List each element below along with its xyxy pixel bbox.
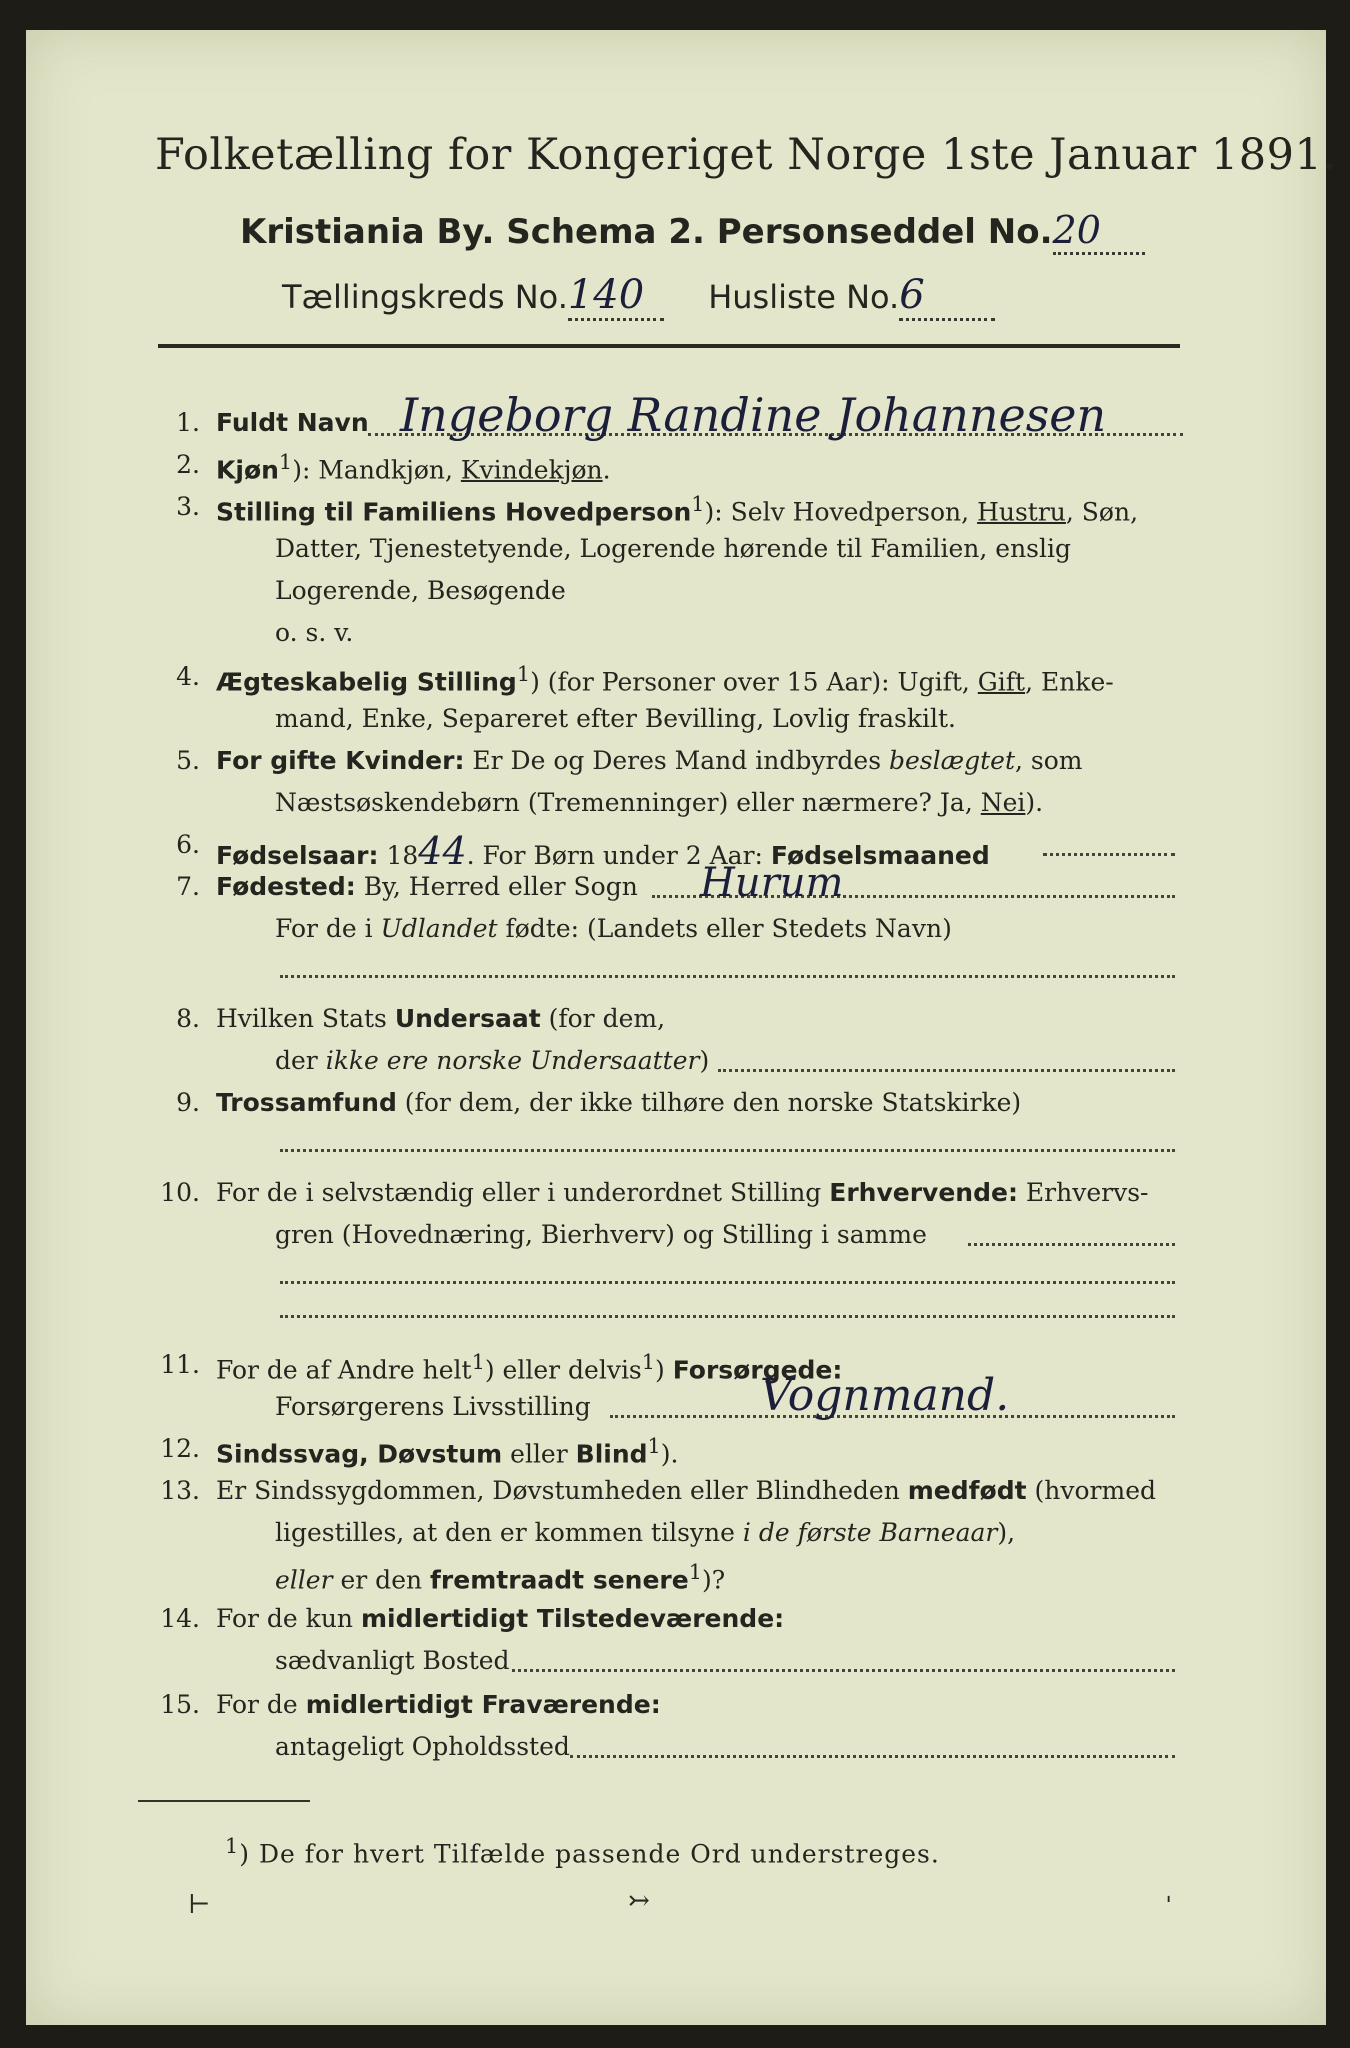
footnote-ref: 1 [688,1560,702,1584]
header-rule [158,344,1180,348]
item-15-line2: antageligt Opholdssted [275,1732,570,1761]
footnote-rule [138,1800,310,1802]
occupation-fill-line [968,1243,1175,1246]
footnote-mark: 1 [225,1834,240,1858]
pencil-mark: ↣ [628,1886,650,1916]
item-number: 3. [176,492,200,521]
item-text: (for dem, der ikke tilhøre den norske Statskirke) [396,1088,1022,1117]
item-text: (for dem, [540,1004,666,1033]
item-number: 6. [176,830,200,859]
item-label: Fødselsmaaned [770,841,990,870]
item-text: For de i selvstændig eller i underordnet Stilling [216,1178,830,1207]
item-label: For gifte Kvinder: [216,746,465,775]
item-number: 9. [176,1088,200,1117]
husliste-label: Husliste No. [708,278,900,316]
item-label: Kjøn [216,455,279,485]
full-name-answer: Ingeborg Randine Johannesen [400,388,1107,442]
footnote [225,1834,940,1868]
provider-occupation-answer: Vognmand. [760,1370,1010,1421]
kreds-line [282,272,995,321]
item-number: 10. [160,1178,200,1207]
item-number: 7. [176,872,200,901]
item-text: By, Herred eller Sogn [355,872,638,901]
item-text: ligestilles, at den er kommen tilsyne [275,1518,743,1547]
item-text: eller [502,1439,576,1469]
footnote-ref: 1 [691,492,705,516]
item-text: For de [216,1690,306,1719]
item-3-line2: Datter, Tjenestetyende, Logerende hørende til Familien, enslig [275,534,1072,563]
item-3-line4: o. s. v. [275,618,354,647]
kreds-label: Tællingskreds No. [282,278,568,316]
item-label: Undersaat [394,1004,541,1033]
item-number: 14. [160,1604,200,1633]
item-label: Fødselsaar: [216,841,379,870]
item-text: ), [997,1518,1016,1547]
item-label: Trossamfund [216,1088,397,1117]
item-text: ) (for Personer over 15 Aar): Ugift, [530,667,978,697]
item-label: midlertidigt Tilstedeværende: [360,1604,785,1633]
residence-fill-line [512,1669,1175,1672]
item-7-line2 [275,916,952,941]
item-text: i de første Barneaar [742,1518,998,1547]
item-text: ) [699,1046,710,1075]
religion-fill-line [280,1149,1175,1152]
item-text: Erhvervs- [1017,1178,1149,1207]
item-text: Hvilken Stats [216,1004,395,1033]
item-label: midlertidigt Fraværende: [305,1690,661,1719]
item-label: Fødested: [216,872,356,901]
item-label: fremtraadt senere [430,1565,689,1595]
item-text: , som [1015,746,1083,775]
selected-option: Nei [980,788,1026,817]
item-text: Udlandet [380,914,498,943]
item-text: Er Sindssygdommen, Døvstumheden eller Blindheden [216,1476,908,1505]
occupation-fill-line-3 [280,1315,1175,1318]
birth-year-answer: 44 [418,829,467,873]
item-text: For de i [275,914,381,943]
pencil-mark: ˌ [1165,1876,1173,1906]
kreds-number: 140 [568,272,664,321]
item-text: )? [701,1565,726,1595]
item-label: Fuldt Navn [216,408,369,437]
birthplace-answer: Hurum [700,860,844,906]
item-text: ). [660,1439,679,1469]
item-label: medfødt [907,1476,1027,1505]
item-number: 12. [160,1434,200,1463]
item-4-line2: mand, Enke, Separeret efter Bevilling, Lovlig fraskilt. [275,704,956,733]
item-number: 5. [176,746,200,775]
item-text: ) eller delvis [484,1355,642,1385]
item-text: 18 [378,841,419,870]
item-13-line2 [275,1520,1015,1545]
selected-option: Kvindekjøn [460,455,603,485]
item-text: beslægtet [889,746,1016,775]
item-10-line2: gren (Hovednæring, Bierhverv) og Stilling i samme [275,1220,927,1249]
footnote-text: ) De for hvert Tilfælde passende Ord understreges. [239,1839,940,1869]
item-number: 13. [160,1476,200,1505]
item-number: 15. [160,1690,200,1719]
item-label: Sindssvag, Døvstum [216,1439,503,1469]
item-label: Stilling til Familiens Hovedperson [216,497,692,527]
birth-month-fill-line [1043,853,1175,856]
item-13-line3 [275,1560,726,1595]
item-text: fødte: (Landets eller Stedets Navn) [497,914,952,943]
item-text: ): Selv Hovedperson, [704,497,978,527]
form-subtitle [240,208,1145,255]
item-number: 4. [176,662,200,691]
item-label: Blind [575,1439,648,1469]
pencil-mark: ⊢ [188,1890,211,1920]
selected-option: Hustru [977,497,1066,527]
item-text: ). [1025,788,1044,817]
item-number: 8. [176,1004,200,1033]
personseddel-number: 20 [1053,208,1145,255]
item-number: 11. [160,1350,200,1379]
item-8-line2 [275,1048,709,1073]
foreign-birthplace-fill-line [280,975,1175,978]
husliste-number: 6 [899,272,995,321]
item-number: 1. [176,408,200,437]
selected-option: Gift [977,667,1026,697]
item-text: (hvormed [1026,1476,1156,1505]
item-text: ikke ere norske Undersaatter [325,1046,700,1075]
footnote-ref: 1 [471,1350,485,1374]
item-text: . For Børn under 2 Aar: [466,841,771,870]
item-text: , Søn, [1065,497,1139,527]
footnote-ref: 1 [278,450,293,474]
item-text: ) [655,1355,673,1385]
item-3-line3: Logerende, Besøgende [275,576,566,605]
item-label: Ægteskabelig Stilling [216,667,517,697]
item-text: ): Mandkjøn, [292,455,461,485]
item-text: Er De og Deres Mand indbyrdes [464,746,889,775]
occupation-fill-line-2 [280,1281,1175,1284]
whereabouts-fill-line [570,1755,1175,1758]
footnote-ref: 1 [516,662,531,686]
item-text: . [602,455,611,485]
footnote-ref: 1 [647,1434,661,1458]
item-text: der [275,1046,326,1075]
item-label: Erhvervende: [829,1178,1018,1207]
item-text: , Enke- [1025,667,1114,697]
item-text: For de kun [216,1604,361,1633]
footnote-ref: 1 [641,1350,656,1374]
item-text: eller [275,1565,333,1595]
citizenship-fill-line [718,1069,1175,1072]
item-text: er den [332,1565,431,1595]
item-text: Næstsøskendebørn (Tremenninger) eller nærmere? Ja, [275,788,981,817]
item-11-line2: Forsørgerens Livsstilling [275,1392,591,1421]
item-14-line2: sædvanligt Bosted [275,1646,510,1675]
item-5-line2 [275,790,1043,815]
item-text: For de af Andre helt [216,1355,472,1385]
subtitle-label: Kristiania By. Schema 2. Personseddel No. [240,212,1053,252]
form-title: Folketælling for Kongeriget Norge 1ste Januar 1891. [155,130,1337,180]
item-label: Forsørgede: [672,1355,843,1385]
item-number: 2. [176,450,200,479]
